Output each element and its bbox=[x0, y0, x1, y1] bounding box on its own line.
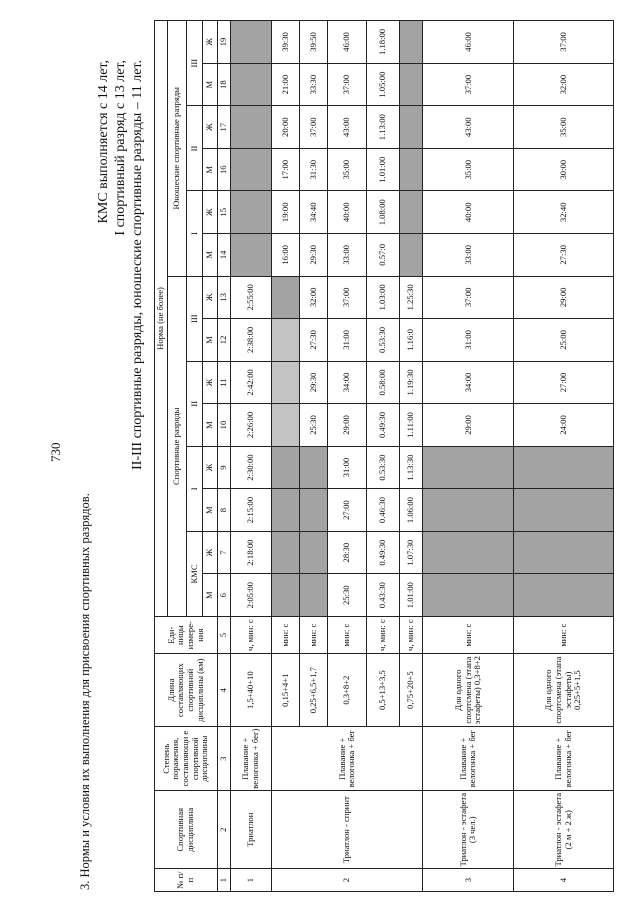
norm-value: 25:00 bbox=[514, 319, 614, 362]
col-num: 19 bbox=[217, 21, 230, 64]
shaded-cell bbox=[230, 21, 271, 64]
norm-value: 32:00 bbox=[514, 63, 614, 106]
discipline-name: Триатлон bbox=[230, 791, 271, 869]
col-num: 10 bbox=[217, 404, 230, 447]
th-f: Ж bbox=[202, 361, 217, 404]
shaded-cell bbox=[399, 106, 423, 149]
col-num: 18 bbox=[217, 63, 230, 106]
norm-value: 27:30 bbox=[300, 319, 328, 362]
th-kms: КМС bbox=[187, 531, 202, 616]
discipline-length: 0,5+13+3,5 bbox=[367, 654, 399, 727]
col-num: 3 bbox=[217, 726, 230, 790]
norm-value: 31:00 bbox=[328, 446, 367, 489]
col-num: 1 bbox=[217, 869, 230, 892]
norm-value: 37:00 bbox=[423, 276, 514, 319]
shaded-cell bbox=[514, 531, 614, 574]
shaded-cell bbox=[230, 63, 271, 106]
th-m: М bbox=[202, 234, 217, 277]
norm-value: 37:00 bbox=[328, 276, 367, 319]
col-num: 16 bbox=[217, 148, 230, 191]
norm-value: 16:00 bbox=[271, 234, 299, 277]
norm-value: 24:00 bbox=[514, 404, 614, 447]
norms-table bbox=[154, 20, 614, 892]
col-num: 6 bbox=[217, 574, 230, 617]
th-m: М bbox=[202, 404, 217, 447]
shaded-cell bbox=[399, 191, 423, 234]
discipline-length: 0,3+8+2 bbox=[328, 654, 367, 727]
discipline-name: Триатлон - спринт bbox=[271, 791, 423, 869]
norm-value: 19:00 bbox=[271, 191, 299, 234]
shaded-cell bbox=[423, 574, 514, 617]
col-num: 9 bbox=[217, 446, 230, 489]
th-m: М bbox=[202, 63, 217, 106]
shaded-cell bbox=[399, 234, 423, 277]
norm-value: 25:30 bbox=[300, 404, 328, 447]
shaded-cell bbox=[300, 489, 328, 532]
col-num: 15 bbox=[217, 191, 230, 234]
norm-value: 0.43:30 bbox=[367, 574, 399, 617]
discipline-length: 0,25+6,5+1,7 bbox=[300, 654, 328, 727]
shaded-cell bbox=[271, 276, 299, 319]
norm-value: 37:00 bbox=[300, 106, 328, 149]
th-m: М bbox=[202, 489, 217, 532]
discipline-length: 1,5+40+10 bbox=[230, 654, 271, 727]
norm-value: 2:18:00 bbox=[230, 531, 271, 574]
discipline-length: Для одного спортсмена (этапа эстафеты) 0,3+8+2 bbox=[423, 654, 514, 727]
discipline-stage: Плавание + велогонка + бег bbox=[514, 726, 614, 790]
norm-value: 1.05:00 bbox=[367, 63, 399, 106]
shaded-cell bbox=[399, 148, 423, 191]
unit: мин: с bbox=[271, 616, 299, 653]
col-num: 11 bbox=[217, 361, 230, 404]
norm-value: 2:26:00 bbox=[230, 404, 271, 447]
th-f: Ж bbox=[202, 106, 217, 149]
th-stage: Степень поражения, составляющи е спортивной дисциплины bbox=[155, 726, 218, 790]
norm-value: 27:00 bbox=[328, 489, 367, 532]
norm-value: 40:00 bbox=[328, 191, 367, 234]
norm-value: 37:00 bbox=[514, 21, 614, 64]
col-num: 4 bbox=[217, 654, 230, 727]
norm-value: 31:00 bbox=[328, 319, 367, 362]
th-rank-1: I bbox=[187, 446, 202, 531]
discipline-stage: Плавание + велогонка + бег) bbox=[230, 726, 271, 790]
shaded-cell bbox=[271, 404, 299, 447]
col-num: 5 bbox=[217, 616, 230, 653]
th-m: М bbox=[202, 148, 217, 191]
unit: мин: с bbox=[328, 616, 367, 653]
norm-value: 43:00 bbox=[328, 106, 367, 149]
discipline-name: Триатлон - эстафета (3 чел.) bbox=[423, 791, 514, 869]
norm-value: 31:30 bbox=[300, 148, 328, 191]
shaded-cell bbox=[230, 234, 271, 277]
norm-value: 25:30 bbox=[328, 574, 367, 617]
norm-value: 2:55:00 bbox=[230, 276, 271, 319]
shaded-cell bbox=[271, 361, 299, 404]
norm-value: 20:00 bbox=[271, 106, 299, 149]
section-heading: 3. Нормы и условия их выполнения для присвоения спортивных разрядов. bbox=[78, 493, 92, 890]
norm-value: 46:00 bbox=[328, 21, 367, 64]
col-num: 14 bbox=[217, 234, 230, 277]
unit: ч, мин: с bbox=[399, 616, 423, 653]
shaded-cell bbox=[300, 446, 328, 489]
th-length: Длина составляющих спортивной дисциплины (км) bbox=[155, 654, 218, 727]
norm-value: 32:40 bbox=[514, 191, 614, 234]
norm-value: 33:30 bbox=[300, 63, 328, 106]
row-num: 2 bbox=[271, 869, 423, 892]
th-m: М bbox=[202, 574, 217, 617]
norm-value: 29:00 bbox=[514, 276, 614, 319]
norm-value: 27:30 bbox=[514, 234, 614, 277]
th-discipline: Спортивная дисциплина bbox=[155, 791, 218, 869]
norm-value: 0.49:30 bbox=[367, 531, 399, 574]
norm-value: 33:00 bbox=[328, 234, 367, 277]
unit: мин: с bbox=[423, 616, 514, 653]
norm-value: 0.58:00 bbox=[367, 361, 399, 404]
norm-value: 29:00 bbox=[423, 404, 514, 447]
norm-value: 1.11:00 bbox=[399, 404, 423, 447]
norm-value: 34:40 bbox=[300, 191, 328, 234]
norm-value: 0.53:30 bbox=[367, 446, 399, 489]
th-youth-1: I bbox=[187, 191, 202, 276]
th-m: М bbox=[202, 319, 217, 362]
norm-value: 17:00 bbox=[271, 148, 299, 191]
shaded-cell bbox=[230, 148, 271, 191]
row-num: 3 bbox=[423, 869, 514, 892]
shaded-cell bbox=[230, 191, 271, 234]
unit: ч, мин: с bbox=[367, 616, 399, 653]
norm-value: 1.01:00 bbox=[367, 148, 399, 191]
th-num: № п/п bbox=[155, 869, 218, 892]
note-rank23: II-III спортивные разряды, юношеские спортивные разряды – 11 лет. bbox=[130, 60, 145, 470]
norm-value: 1.16:0 bbox=[399, 319, 423, 362]
norm-value: 35:00 bbox=[423, 148, 514, 191]
discipline-length: 0,15+4+1 bbox=[271, 654, 299, 727]
norm-value: 29:30 bbox=[300, 361, 328, 404]
th-youth-ranks: Юношеские спортивные разряды bbox=[167, 21, 186, 277]
shaded-cell bbox=[271, 489, 299, 532]
norm-value: 2:30:00 bbox=[230, 446, 271, 489]
th-rank-2: II bbox=[187, 361, 202, 446]
norm-value: 0.46:30 bbox=[367, 489, 399, 532]
norm-value: 39:50 bbox=[300, 21, 328, 64]
norm-value: 0.57:0 bbox=[367, 234, 399, 277]
discipline-name: Триатлон - эстафета (2 м + 2 ж) bbox=[514, 791, 614, 869]
norm-value: 43:00 bbox=[423, 106, 514, 149]
note-rank1: I спортивный разряд с 13 лет, bbox=[113, 60, 128, 236]
shaded-cell bbox=[230, 106, 271, 149]
norm-value: 37:00 bbox=[423, 63, 514, 106]
norm-value: 2:38:00 bbox=[230, 319, 271, 362]
th-norm: Норма (не более) bbox=[155, 21, 168, 617]
norm-value: 1.13:30 bbox=[399, 446, 423, 489]
shaded-cell bbox=[423, 489, 514, 532]
norm-value: 1.06:00 bbox=[399, 489, 423, 532]
th-f: Ж bbox=[202, 191, 217, 234]
th-unit: Еди- ницы измере- ния bbox=[155, 616, 218, 653]
note-kms: КМС выполняется с 14 лет, bbox=[96, 60, 111, 224]
shaded-cell bbox=[300, 531, 328, 574]
col-num: 8 bbox=[217, 489, 230, 532]
col-num: 7 bbox=[217, 531, 230, 574]
page-number: 730 bbox=[48, 442, 63, 462]
discipline-length: Для одного спортсмена (этапа эстафеты) 0,25+5+1,5 bbox=[514, 654, 614, 727]
norm-value: 2:42:00 bbox=[230, 361, 271, 404]
norm-value: 39:30 bbox=[271, 21, 299, 64]
th-f: Ж bbox=[202, 531, 217, 574]
shaded-cell bbox=[514, 574, 614, 617]
shaded-cell bbox=[271, 446, 299, 489]
norm-value: 31:00 bbox=[423, 319, 514, 362]
norm-value: 29:30 bbox=[300, 234, 328, 277]
norm-value: 33:00 bbox=[423, 234, 514, 277]
discipline-stage: Плавание + велогонка + бег bbox=[271, 726, 423, 790]
col-num: 17 bbox=[217, 106, 230, 149]
norm-value: 30:00 bbox=[514, 148, 614, 191]
unit: ч, мин: с bbox=[230, 616, 271, 653]
shaded-cell bbox=[271, 574, 299, 617]
th-rank-3: III bbox=[187, 276, 202, 361]
th-f: Ж bbox=[202, 276, 217, 319]
norm-value: 1.03:00 bbox=[367, 276, 399, 319]
row-num: 4 bbox=[514, 869, 614, 892]
row-num: 1 bbox=[230, 869, 271, 892]
norm-value: 29:00 bbox=[328, 404, 367, 447]
unit: мин: с bbox=[514, 616, 614, 653]
shaded-cell bbox=[514, 446, 614, 489]
norm-value: 27:00 bbox=[514, 361, 614, 404]
norm-value: 34:00 bbox=[328, 361, 367, 404]
col-num: 13 bbox=[217, 276, 230, 319]
col-num: 2 bbox=[217, 791, 230, 869]
norm-value: 35:00 bbox=[328, 148, 367, 191]
th-f: Ж bbox=[202, 21, 217, 64]
norm-value: 2:05:00 bbox=[230, 574, 271, 617]
shaded-cell bbox=[399, 63, 423, 106]
th-sport-ranks: Спортивные разряды bbox=[167, 276, 186, 616]
norm-value: 40:00 bbox=[423, 191, 514, 234]
norm-value: 35:00 bbox=[514, 106, 614, 149]
shaded-cell bbox=[399, 21, 423, 64]
norm-value: 1.01:00 bbox=[399, 574, 423, 617]
shaded-cell bbox=[271, 319, 299, 362]
unit: мин: с bbox=[300, 616, 328, 653]
th-f: Ж bbox=[202, 446, 217, 489]
norm-value: 32:00 bbox=[300, 276, 328, 319]
th-youth-3: III bbox=[187, 21, 202, 106]
discipline-length: 0,75+20+5 bbox=[399, 654, 423, 727]
norm-value: 0.49:30 bbox=[367, 404, 399, 447]
norm-value: 21:00 bbox=[271, 63, 299, 106]
shaded-cell bbox=[271, 531, 299, 574]
norm-value: 1.18:00 bbox=[367, 21, 399, 64]
norm-value: 34:00 bbox=[423, 361, 514, 404]
norm-value: 1.07:30 bbox=[399, 531, 423, 574]
norm-value: 46:00 bbox=[423, 21, 514, 64]
norm-value: 37:00 bbox=[328, 63, 367, 106]
norm-value: 1.19:30 bbox=[399, 361, 423, 404]
norm-value: 28:30 bbox=[328, 531, 367, 574]
norm-value: 1.13:00 bbox=[367, 106, 399, 149]
shaded-cell bbox=[300, 574, 328, 617]
norm-value: 2:15:00 bbox=[230, 489, 271, 532]
discipline-stage: Плавание + велогонка + бег bbox=[423, 726, 514, 790]
norm-value: 0.53:30 bbox=[367, 319, 399, 362]
th-youth-2: II bbox=[187, 106, 202, 191]
shaded-cell bbox=[423, 531, 514, 574]
norm-value: 1.08:00 bbox=[367, 191, 399, 234]
col-num: 12 bbox=[217, 319, 230, 362]
norm-value: 1.25:30 bbox=[399, 276, 423, 319]
shaded-cell bbox=[514, 489, 614, 532]
shaded-cell bbox=[423, 446, 514, 489]
